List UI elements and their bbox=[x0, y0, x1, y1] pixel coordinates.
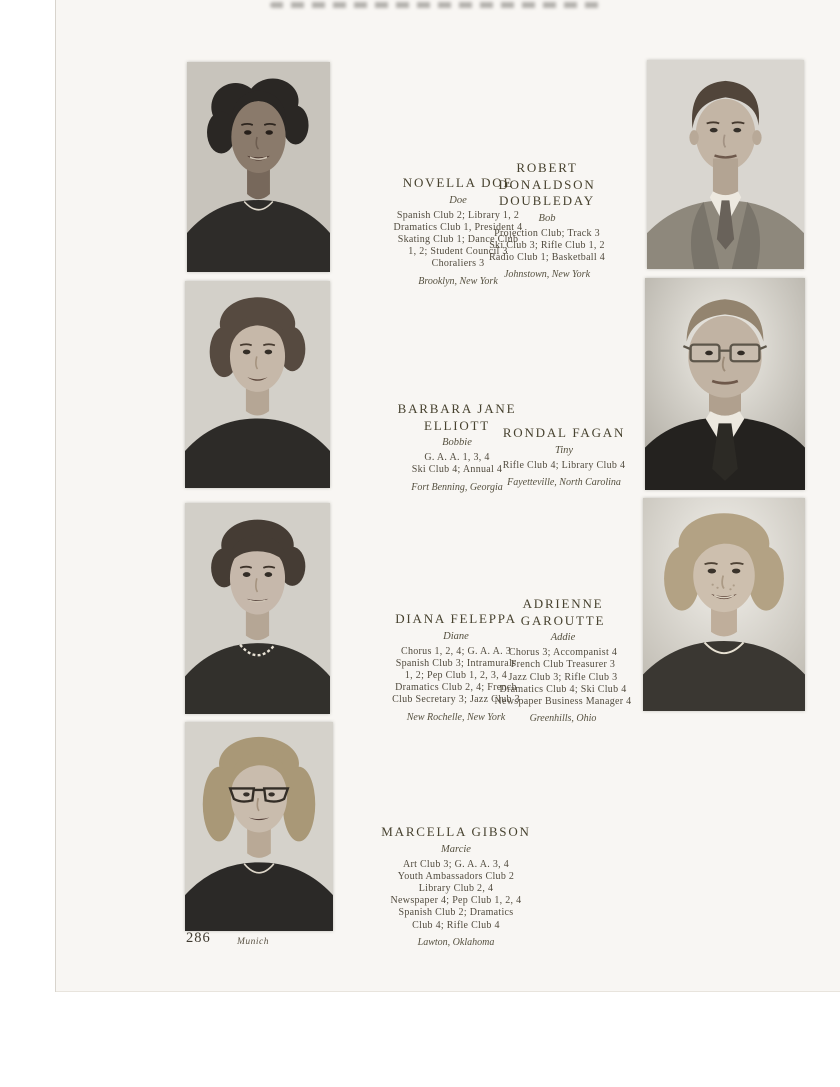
student-entry-marcella-gibson bbox=[348, 824, 564, 948]
student-activities bbox=[465, 647, 661, 708]
activity-line: Youth Ambassadors Club 2 bbox=[397, 870, 515, 882]
student-hometown: New Rochelle, New York bbox=[406, 711, 506, 723]
activity-line: Newspaper Business Manager 4 bbox=[494, 696, 632, 707]
student-name: BARBARA JANE ELLIOTT bbox=[397, 401, 517, 433]
portrait-novella-doe bbox=[187, 62, 330, 272]
portrait-rondal-fagan bbox=[645, 278, 805, 490]
activity-line: Club Secretary 3; Jazz Club 3 bbox=[392, 694, 520, 706]
activity-line: Dramatics Club 1, President 4 bbox=[393, 221, 523, 233]
student-nickname: Addie bbox=[550, 632, 576, 644]
student-hometown: Johnstown, New York bbox=[503, 269, 591, 281]
activity-line: Art Club 3; G. A. A. 3, 4 bbox=[402, 858, 510, 870]
student-hometown: Fort Benning, Georgia bbox=[411, 481, 503, 493]
activity-line: Skating Club 1; Dance Club bbox=[397, 234, 519, 245]
student-name: MARCELLA GIBSON bbox=[381, 824, 531, 839]
activity-line: Chorus 1, 2, 4; G. A. A. 3 bbox=[400, 645, 512, 657]
student-hometown: Lawton, Oklahoma bbox=[417, 936, 495, 948]
activity-line: Dramatics Club 2, 4; French bbox=[395, 682, 517, 694]
activity-line: Spanish Club 2; Library 1, 2 bbox=[396, 209, 520, 221]
student-nickname: Tiny bbox=[554, 444, 574, 456]
student-hometown: Brooklyn, New York bbox=[418, 275, 498, 287]
activity-line: Spanish Club 2; Dramatics bbox=[398, 907, 514, 919]
portrait-diana-feleppa bbox=[185, 503, 330, 714]
activity-line: Dramatics Club 4; Ski Club 4 bbox=[499, 683, 627, 695]
student-hometown: Greenhills, Ohio bbox=[529, 713, 597, 725]
activity-line: Chorus 3; Accompanist 4 bbox=[508, 647, 618, 659]
student-entry-adrienne-garoutte bbox=[465, 596, 661, 724]
portrait-photo-icon bbox=[187, 62, 330, 272]
portrait-photo-icon bbox=[647, 60, 804, 269]
portrait-photo-icon bbox=[185, 503, 330, 714]
activity-line: Ski Club 3; Rifle Club 1, 2 bbox=[489, 240, 605, 252]
activity-line: 1, 2; Pep Club 1, 2, 3, 4 bbox=[404, 670, 508, 681]
activity-line: Library Club 2, 4 bbox=[418, 883, 494, 894]
activity-line: Newspaper 4; Pep Club 1, 2, 4 bbox=[390, 895, 522, 907]
portrait-adrienne-garoutte bbox=[643, 498, 805, 711]
chapter-label: Munich bbox=[237, 937, 270, 947]
activity-line: Club 4; Rifle Club 4 bbox=[412, 919, 500, 931]
portrait-photo-icon bbox=[185, 722, 333, 931]
activity-line: G. A. A. 1, 3, 4 bbox=[424, 452, 490, 464]
student-activities bbox=[470, 460, 658, 472]
activity-line: Ski Club 4; Annual 4 bbox=[411, 464, 503, 476]
activity-line: Jazz Club 3; Rifle Club 3 bbox=[508, 671, 618, 683]
student-name: ROBERT DONALDSON DOUBLEDAY bbox=[498, 160, 596, 209]
student-entry-robert-doubleday bbox=[458, 160, 636, 280]
activity-line: Spanish Club 3; Intramurals bbox=[395, 657, 517, 669]
student-name: ADRIENNE GAROUTTE bbox=[520, 596, 606, 628]
student-nickname: Marcie bbox=[441, 843, 471, 855]
student-nickname: Bobbie bbox=[442, 437, 472, 449]
activity-line: Rifle Club 4; Library Club 4 bbox=[502, 459, 626, 471]
portrait-photo-icon bbox=[185, 281, 330, 488]
portrait-photo-icon bbox=[643, 498, 805, 711]
activity-line: 1, 2; Student Council 3 bbox=[408, 246, 508, 258]
portrait-barbara-elliott bbox=[185, 281, 330, 488]
student-entry-rondal-fagan bbox=[470, 425, 658, 488]
student-name: NOVELLA DOE bbox=[402, 175, 514, 190]
activity-line: Radio Club 1; Basketball 4 bbox=[488, 252, 606, 264]
student-nickname: Doe bbox=[449, 194, 467, 206]
student-nickname: Bob bbox=[538, 212, 556, 224]
activity-line: Choraliers 3 bbox=[431, 258, 485, 270]
portrait-photo-icon bbox=[645, 278, 805, 490]
student-nickname: Diane bbox=[443, 630, 469, 642]
student-activities bbox=[458, 228, 636, 265]
student-activities bbox=[348, 859, 564, 932]
portrait-marcella-gibson bbox=[185, 722, 333, 931]
student-name: RONDAL FAGAN bbox=[502, 425, 626, 440]
student-hometown: Fayetteville, North Carolina bbox=[507, 476, 621, 488]
portrait-robert-doubleday bbox=[647, 60, 804, 269]
activity-line: French Club Treasurer 3 bbox=[510, 659, 616, 671]
activity-line: Projection Club; Track 3 bbox=[494, 227, 600, 239]
student-name: DIANA FELEPPA bbox=[395, 611, 517, 626]
print-bleed-smudge bbox=[270, 2, 600, 8]
page-number: 286 bbox=[186, 930, 211, 946]
